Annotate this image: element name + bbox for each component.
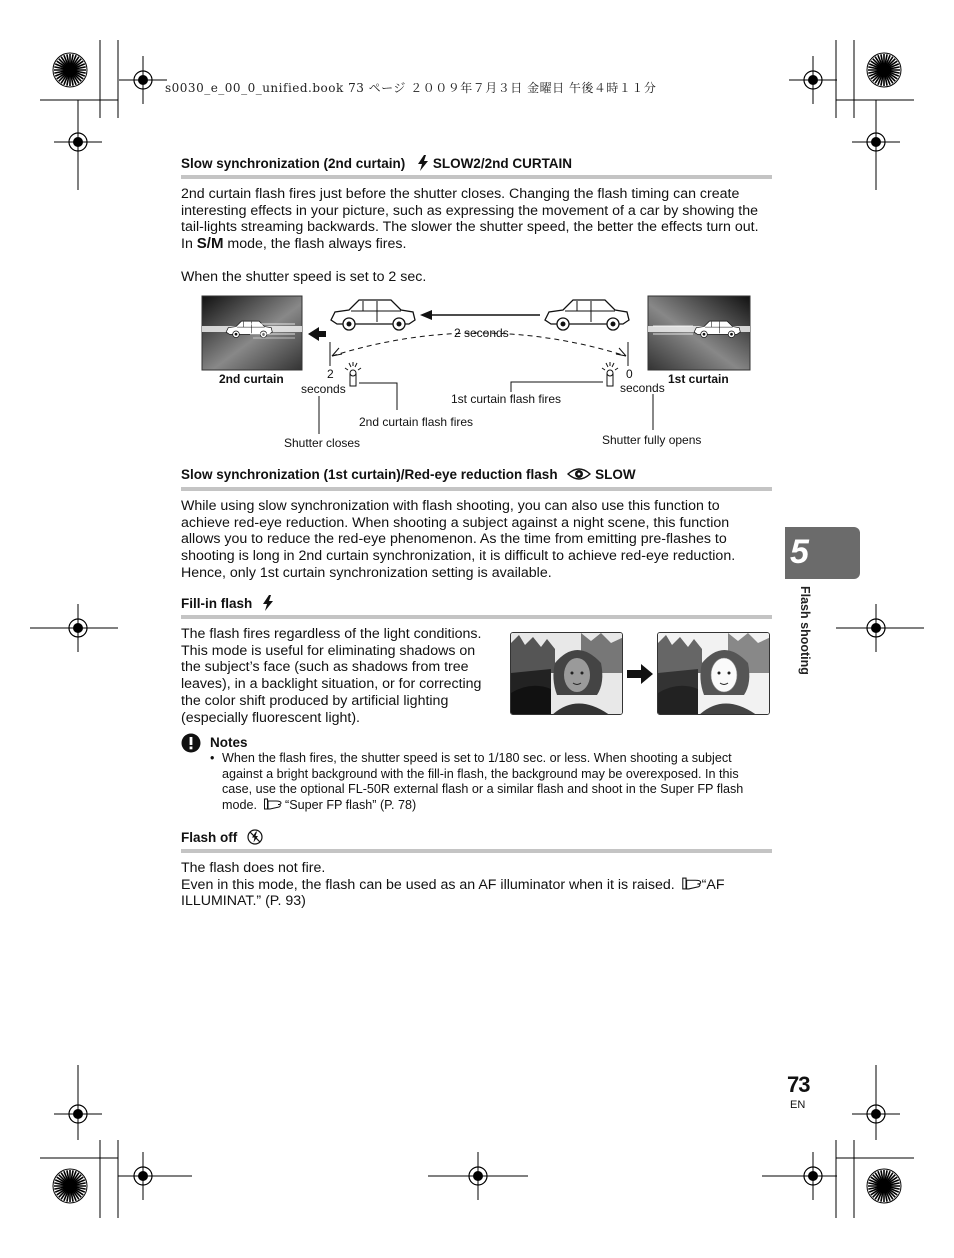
slow2-paragraph <box>181 186 773 253</box>
flash-icon <box>417 155 429 171</box>
first-curtain-fires-label: 1st curtain flash fires <box>451 392 562 406</box>
car-left-icon <box>331 300 415 330</box>
arrow-left <box>308 327 326 341</box>
reference-icon <box>682 877 702 890</box>
left-seconds-unit: seconds <box>301 382 346 396</box>
section-title-text: Slow synchronization (1st curtain)/Red-eye reduction flash <box>181 467 558 482</box>
section-title-text: Slow synchronization (2nd curtain) <box>181 156 406 171</box>
arrow-right-icon <box>627 663 653 685</box>
slow2-para-b: In S/M mode, the flash always fires. <box>181 235 407 253</box>
notes-text: When the flash fires, the shutter speed is set to 1/180 sec. or less. When shooting a subject against a bright background with the fill-in flash, the background may be overexposed. In this case, use the optional FL-50R external flash or a similar flash and shoot in the Super FP flash mode. “Super FP flash” (P. 78) <box>222 751 744 812</box>
section-title-slow2 <box>181 155 572 171</box>
bullet: • <box>210 751 215 765</box>
section-title-slow-redeye <box>181 467 636 482</box>
section-title-text: Fill-in flash <box>181 596 253 611</box>
shutter-opens-label: Shutter fully opens <box>602 433 702 447</box>
right-seconds-num: 0 <box>626 367 633 381</box>
notes-reference: “Super FP flash” (P. 78) <box>285 797 417 812</box>
car-right-icon <box>545 300 629 330</box>
section-rule <box>181 849 772 853</box>
slow2-para-a: 2nd curtain flash fires just before the shutter closes. Changing the flash timing can create interesting effects in your picture, such as expressing the movement of a car by showing the tail-lights streaming backwards. The slower the shutter speed, the better the effects turn out. <box>181 186 759 236</box>
left-seconds-num: 2 <box>327 367 334 381</box>
chapter-number: 5 <box>790 533 809 571</box>
shutter-closes-label: Shutter closes <box>284 436 361 450</box>
photo-with-fill-flash <box>657 632 770 715</box>
flash-bulb-right-icon <box>602 362 618 386</box>
section-rule <box>181 615 772 619</box>
flash-bulb-left-icon <box>345 362 361 386</box>
right-seconds-unit: seconds <box>620 381 665 395</box>
book-header: s0030_e_00_0_unified.book 73 ページ ２００９年７月３日 金曜日 午後４時１１分 <box>165 81 657 95</box>
page-language: EN <box>790 1099 806 1111</box>
second-curtain-label: 2nd curtain <box>219 372 284 386</box>
flash-off-icon <box>247 829 263 845</box>
section-title-fill-in <box>181 595 274 611</box>
chapter-side-label: Flash shooting <box>798 586 812 675</box>
reference-icon <box>264 798 282 810</box>
photo-1st-curtain <box>648 296 750 370</box>
section-rule <box>181 175 772 179</box>
second-curtain-fires-label: 2nd curtain flash fires <box>359 415 474 429</box>
fill-in-paragraph: The flash fires regardless of the light conditions. This mode is useful for eliminating shadows on the subject’s face (such as shadows from tree leaves), in a backlight situation, or for correcting the color shift produced by artificial lighting (especially fluorescent light). <box>181 626 482 726</box>
flash-off-paragraph <box>181 860 761 910</box>
notes-list-item <box>210 751 770 813</box>
flash-off-reference: “AF ILLUMINAT.” (P. 93) <box>181 876 725 910</box>
section-title-text: Flash off <box>181 830 238 845</box>
two-seconds-label: 2 seconds <box>454 326 509 340</box>
caution-icon <box>181 733 201 753</box>
notes-title: Notes <box>210 735 248 750</box>
slow-redeye-paragraph: While using slow synchronization with flash shooting, you can also use this function to achieve red-eye reduction. When shooting a subject against a night scene, this function allows you to reduce the red-eye phenomenon. As the time from emitting pre-flashes to shooting is long in 2nd curtain synchronization, it is difficult to achieve red-eye reduction. Hence, only 1st curtain synchronization setting is available. <box>181 498 736 581</box>
slow2-shutter-note: When the shutter speed is set to 2 sec. <box>181 269 427 285</box>
flash-icon <box>262 595 274 611</box>
photo-2nd-curtain <box>202 296 302 370</box>
mode-label-slow: SLOW <box>595 467 636 482</box>
section-title-flash-off <box>181 829 263 845</box>
flash-off-line2: Even in this mode, the flash can be used as an AF illuminator when it is raised. “AF ILLUMINAT.” (P. 93) <box>181 876 725 910</box>
chapter-tab[interactable] <box>785 527 860 579</box>
sm-mode-icon: S/M <box>196 235 224 253</box>
page-number: 73 <box>787 1072 810 1097</box>
mode-label-slow2: SLOW2/2nd CURTAIN <box>432 156 573 171</box>
photo-without-fill-flash <box>510 632 623 715</box>
red-eye-icon <box>567 467 591 481</box>
flash-off-line1: The flash does not fire. <box>181 860 326 876</box>
section-rule <box>181 487 772 491</box>
first-curtain-label: 1st curtain <box>668 372 729 386</box>
